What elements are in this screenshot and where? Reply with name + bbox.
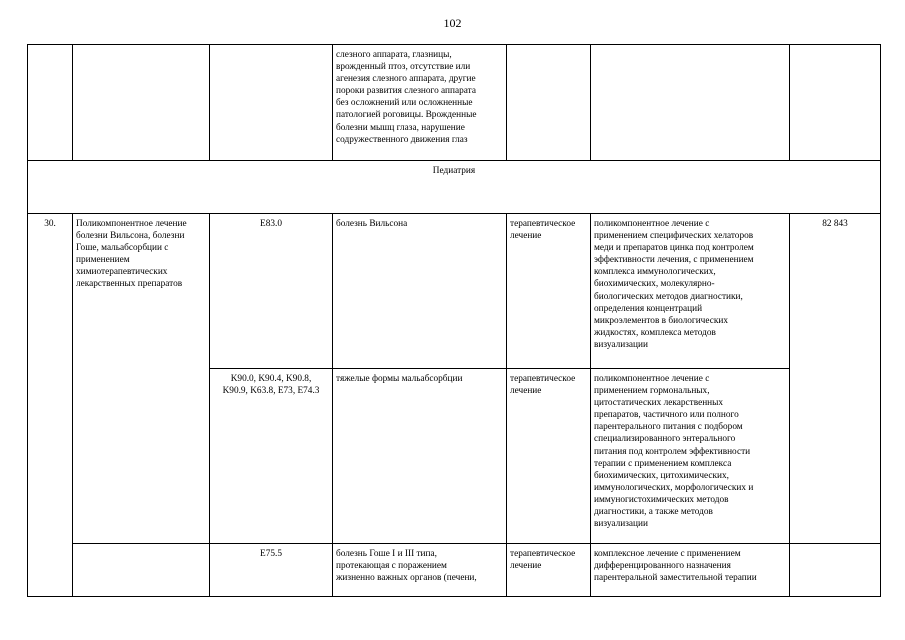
item-name: Поликомпонентное лечение болезни Вильсона, болезни Гоше, мальабсорбции с применением химиотерапевтических лекарственных препаратов — [76, 219, 187, 290]
cost-cell — [790, 45, 881, 161]
treatment-type-cell — [507, 544, 591, 597]
item-number: 30. — [28, 214, 73, 597]
continuation-row — [28, 45, 881, 161]
number-cell — [28, 45, 73, 161]
model-cell — [333, 369, 507, 544]
medical-care-table — [27, 44, 881, 597]
name-cell — [73, 45, 210, 161]
method-cell — [591, 214, 790, 369]
name-cell — [73, 544, 210, 597]
treatment-type-cell — [507, 45, 591, 161]
section-heading: Педиатрия — [28, 161, 881, 214]
treatment-type: терапевтическое лечение — [510, 549, 576, 572]
cost-cell — [790, 544, 881, 597]
treatment-method: поликомпонентное лечение с применением специфических хелаторов меди и препаратов цинка под контролем эффективности лечения, с применением комплекса иммунологических, биохимических, молекулярно- биологических методов диагностики, определения концентраций микроэлементов в биологических жидкостях, комплекса методов визуализации — [594, 219, 754, 350]
model-cell — [333, 45, 507, 161]
section-row — [28, 161, 881, 214]
treatment-type: терапевтическое лечение — [510, 374, 576, 397]
model-text: слезного аппарата, глазницы, врожденный птоз, отсутствие или агенезия слезного аппарата, другие пороки развития слезного аппарата без осложнений или осложненные патологией роговицы. Врожденные болезни мышц глаза, нарушение содружественного движения глаз — [336, 50, 477, 145]
page-number: 102 — [443, 16, 462, 30]
diagnosis-codes: K90.0, K90.4, K90.8, K90.9, K63.8, E73, E74.3 — [222, 374, 320, 397]
treatment-method: комплексное лечение с применением дифференцированного назначения парентеральной заместительной терапии — [594, 549, 757, 584]
treatment-type-cell — [507, 214, 591, 369]
method-cell — [591, 544, 790, 597]
codes-cell — [210, 544, 333, 597]
table-row — [28, 544, 881, 597]
patient-model: болезнь Гоше I и III типа, протекающая с поражением жизненно важных органов (печени, — [336, 549, 477, 584]
codes-cell — [210, 369, 333, 544]
model-cell — [333, 544, 507, 597]
codes-cell — [210, 214, 333, 369]
model-cell — [333, 214, 507, 369]
cost-value: 82 843 — [822, 219, 848, 229]
cost-cell — [790, 214, 881, 544]
diagnosis-codes: E83.0 — [260, 219, 282, 229]
method-cell — [591, 369, 790, 544]
treatment-type-cell — [507, 369, 591, 544]
table-row — [28, 214, 881, 369]
method-cell — [591, 45, 790, 161]
patient-model: болезнь Вильсона — [336, 219, 408, 229]
patient-model: тяжелые формы мальабсорбции — [336, 374, 463, 384]
codes-cell — [210, 45, 333, 161]
item-name-cell — [73, 214, 210, 544]
treatment-type: терапевтическое лечение — [510, 219, 576, 242]
treatment-method: поликомпонентное лечение с применением гормональных, цитостатических лекарственных препаратов, частичного или полного парентерального питания с подбором специализированного энтерального питания под контролем эффективности терапии с применением комплекса биохимических, цитохимических, иммунологических, морфологических и иммуногистохимических методов диагностики, а также методов визуализации — [594, 374, 754, 530]
diagnosis-codes: E75.5 — [260, 549, 282, 559]
